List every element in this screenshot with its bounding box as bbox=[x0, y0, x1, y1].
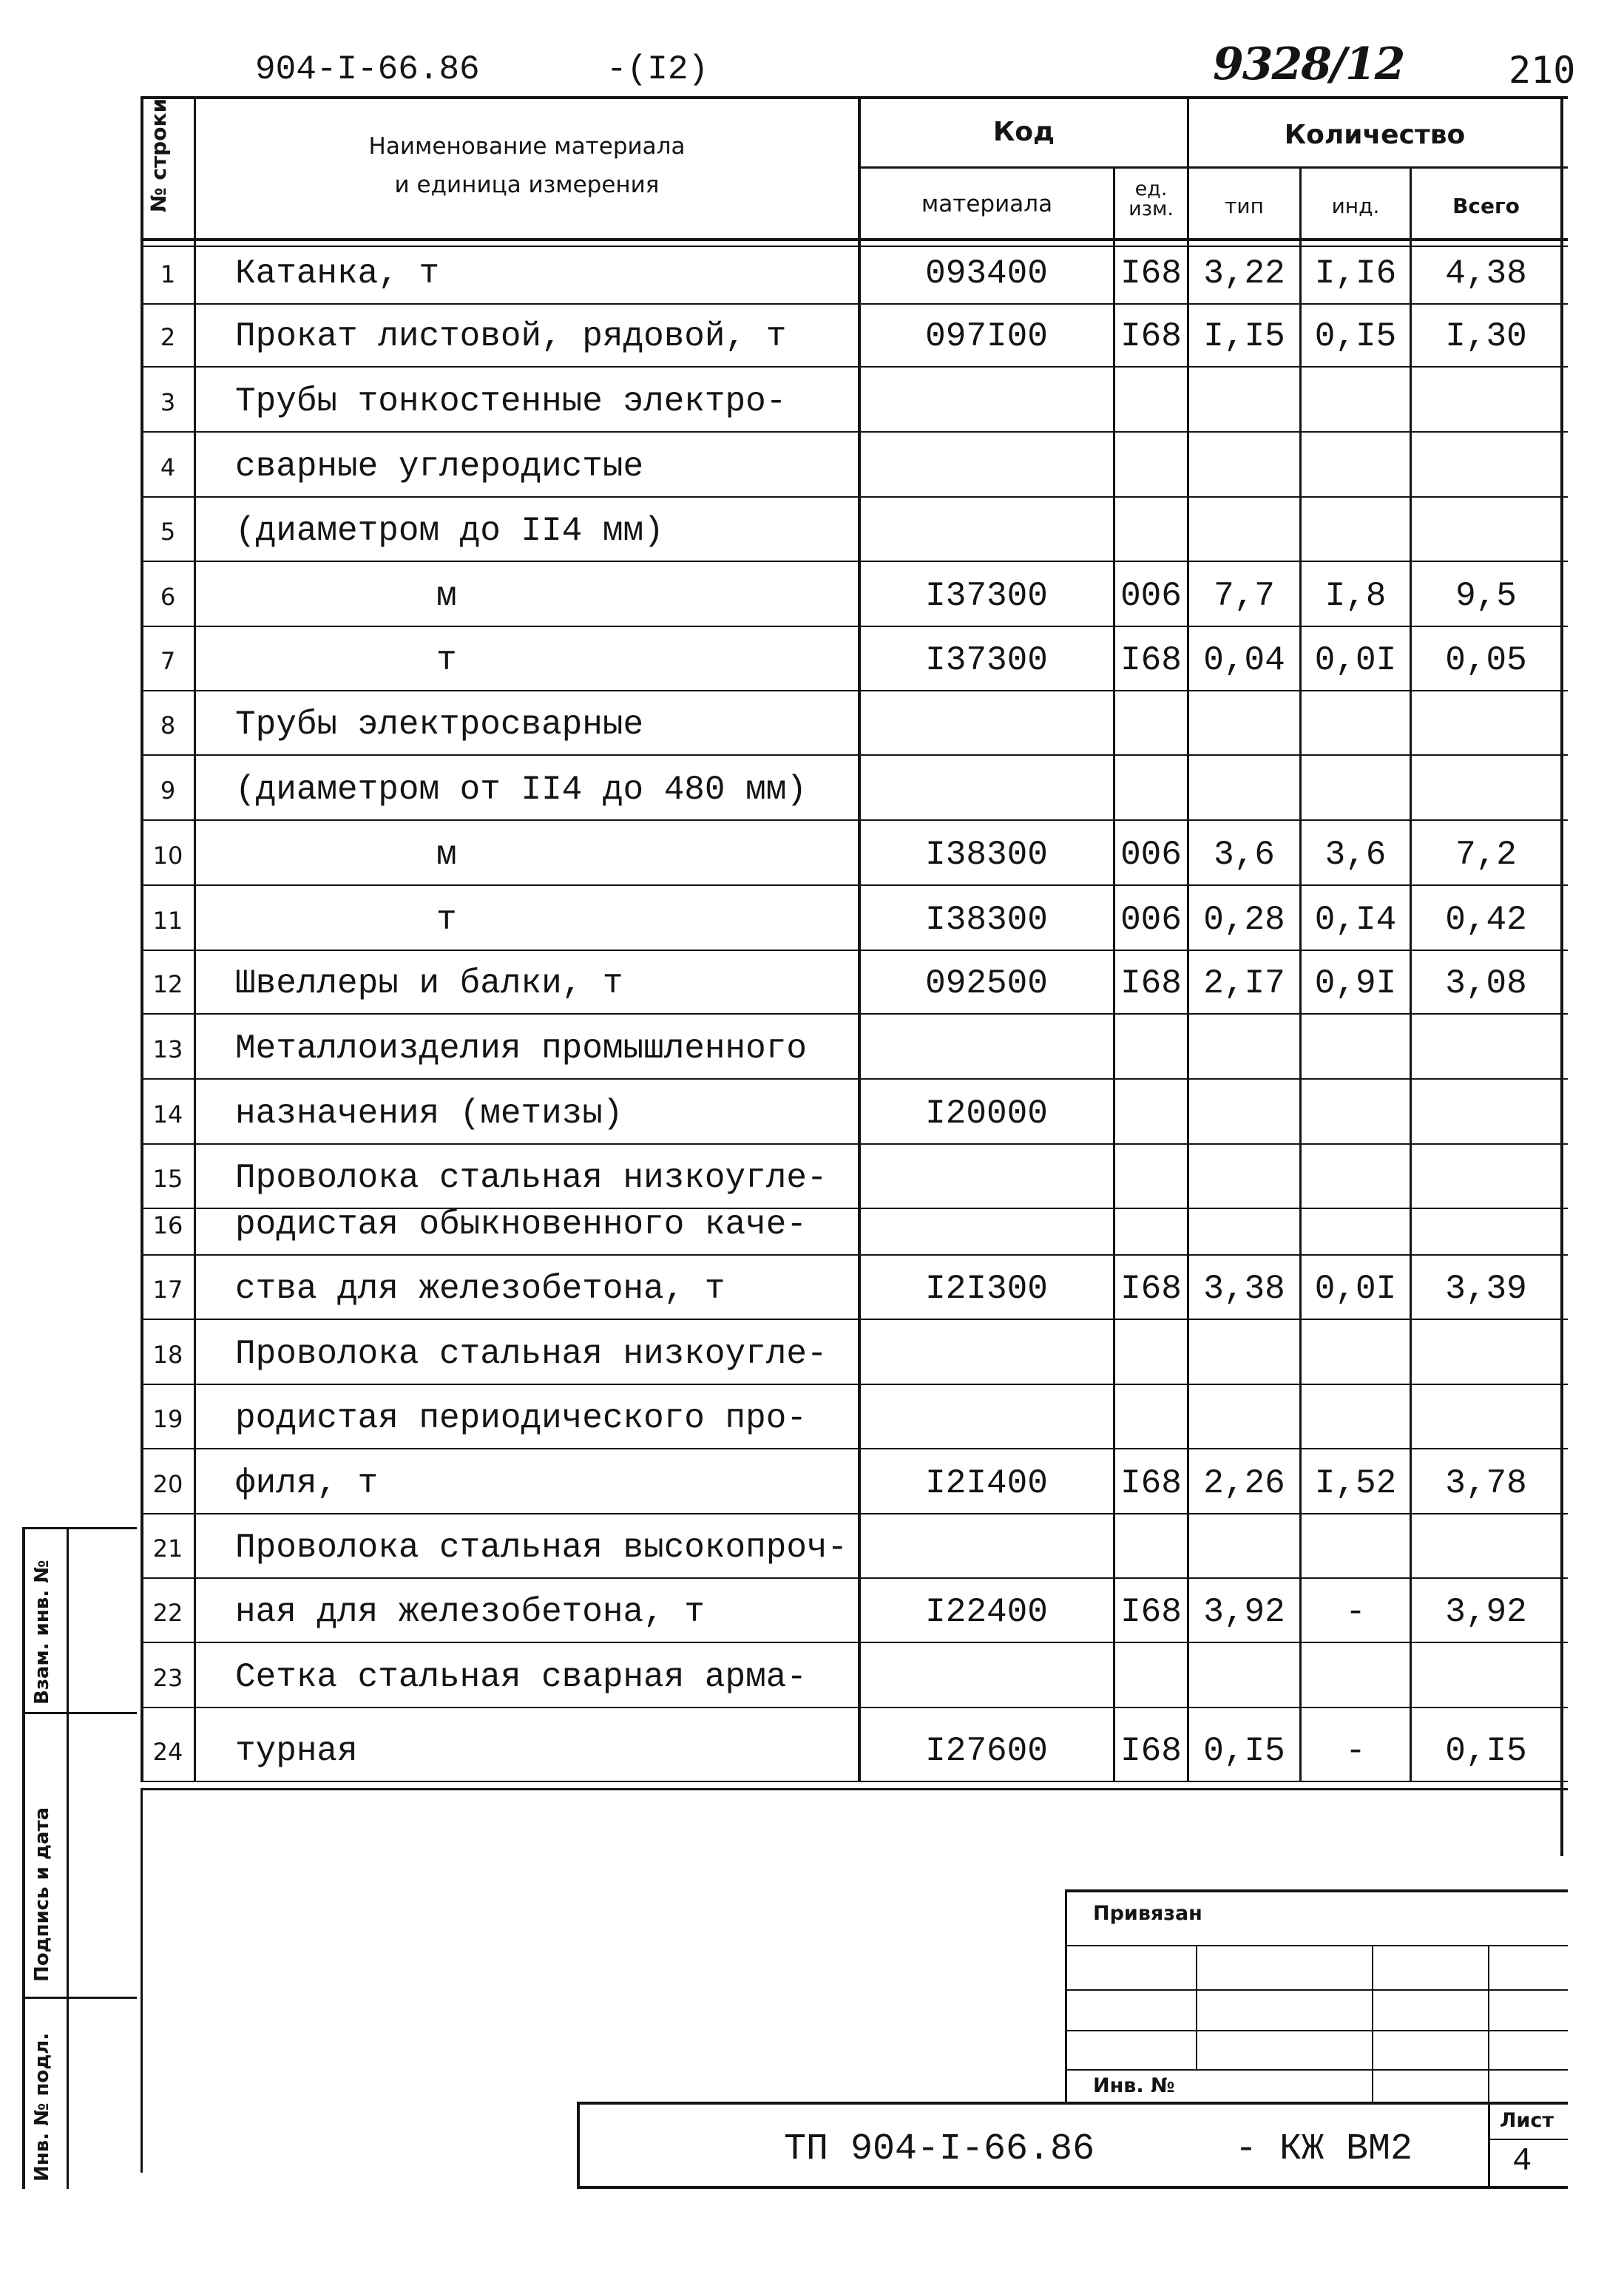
sheet-suffix: -(I2) bbox=[606, 50, 709, 89]
stamp-privyazan: Привязан bbox=[1093, 1902, 1202, 1925]
row-number: 7 bbox=[160, 647, 176, 675]
header-code-material: материала bbox=[921, 191, 1053, 217]
qty-ind: 0,9I bbox=[1314, 964, 1397, 1003]
qty-total: 0,05 bbox=[1445, 641, 1527, 680]
row-number: 24 bbox=[152, 1738, 183, 1766]
row-number: 14 bbox=[152, 1100, 183, 1128]
qty-ind: 0,I4 bbox=[1314, 901, 1397, 939]
material-name: Проволока стальная низкоугле- bbox=[235, 1159, 828, 1197]
title-code: ТП 904-I-66.86 bbox=[784, 2128, 1095, 2170]
material-name: филя, т bbox=[235, 1464, 379, 1503]
qty-type: 0,28 bbox=[1203, 901, 1285, 939]
material-name: Металлоизделия промышленного bbox=[235, 1029, 807, 1068]
row-number: 6 bbox=[160, 583, 176, 611]
material-name: турная bbox=[235, 1732, 358, 1770]
side-label-inv: Инв. № подл. bbox=[31, 2032, 53, 2182]
header-row-number: № строки bbox=[146, 98, 171, 213]
material-code: I20000 bbox=[925, 1094, 1048, 1133]
row-number: 5 bbox=[160, 518, 176, 546]
material-name: м bbox=[436, 836, 457, 874]
material-name: родистая обыкновенного каче- bbox=[235, 1205, 807, 1244]
unit-code: I68 bbox=[1120, 641, 1182, 680]
material-name: Прокат листовой, рядовой, т bbox=[235, 317, 787, 356]
row-number: 22 bbox=[152, 1599, 183, 1627]
qty-type: 3,92 bbox=[1203, 1593, 1285, 1631]
unit-code: I68 bbox=[1120, 1732, 1182, 1770]
row-number: 8 bbox=[160, 711, 176, 739]
material-name: Трубы электросварные bbox=[235, 705, 644, 744]
header-code-unit: ед. изм. bbox=[1129, 177, 1174, 220]
material-code: I2I300 bbox=[925, 1270, 1048, 1308]
handwritten-reference: 9328/12 bbox=[1213, 38, 1404, 90]
row-number: 13 bbox=[152, 1035, 183, 1063]
qty-type: 2,I7 bbox=[1203, 964, 1285, 1003]
qty-type: 0,04 bbox=[1203, 641, 1285, 680]
title-suffix: - КЖ ВМ2 bbox=[1235, 2128, 1413, 2170]
unit-code: I68 bbox=[1120, 254, 1182, 293]
qty-type: 3,6 bbox=[1214, 836, 1275, 874]
qty-type: I,I5 bbox=[1203, 317, 1285, 356]
document-code: 904-I-66.86 bbox=[255, 50, 480, 89]
qty-ind: 0,0I bbox=[1314, 1270, 1397, 1308]
unit-code: 006 bbox=[1120, 836, 1182, 874]
material-name: Катанка, т bbox=[235, 254, 440, 293]
header-code: Код bbox=[992, 117, 1055, 147]
row-number: 16 bbox=[152, 1211, 183, 1239]
material-code: 093400 bbox=[925, 254, 1048, 293]
material-code: 097I00 bbox=[925, 317, 1048, 356]
header-qty-ind: инд. bbox=[1331, 194, 1380, 218]
material-name: Швеллеры и балки, т bbox=[235, 964, 623, 1003]
row-number: 11 bbox=[152, 907, 183, 935]
material-name: (диаметром от II4 до 480 мм) bbox=[235, 771, 807, 809]
material-name: Сетка стальная сварная арма- bbox=[235, 1658, 807, 1696]
qty-total: 3,39 bbox=[1445, 1270, 1527, 1308]
material-code: I27600 bbox=[925, 1732, 1048, 1770]
qty-type: 0,I5 bbox=[1203, 1732, 1285, 1770]
material-code: I38300 bbox=[925, 836, 1048, 874]
row-number: 9 bbox=[160, 776, 176, 805]
qty-ind: I,8 bbox=[1324, 577, 1387, 615]
qty-total: 3,78 bbox=[1445, 1464, 1527, 1503]
sheet-number: 4 bbox=[1512, 2143, 1532, 2180]
qty-total: 7,2 bbox=[1455, 836, 1517, 874]
qty-total: 3,92 bbox=[1445, 1593, 1527, 1631]
qty-type: 3,38 bbox=[1203, 1270, 1285, 1308]
material-name: назначения (метизы) bbox=[235, 1094, 623, 1133]
unit-code: I68 bbox=[1120, 1270, 1182, 1308]
header-name-line1: Наименование материала bbox=[368, 133, 686, 160]
unit-code: I68 bbox=[1120, 317, 1182, 356]
material-name: ная для железобетона, т bbox=[235, 1593, 705, 1631]
unit-code: 006 bbox=[1120, 577, 1182, 615]
qty-total: 3,08 bbox=[1445, 964, 1527, 1003]
material-name: т bbox=[436, 901, 457, 939]
row-number: 1 bbox=[160, 260, 176, 288]
row-number: 17 bbox=[152, 1276, 183, 1304]
side-label-vzam: Взам. инв. № bbox=[31, 1560, 53, 1705]
row-number: 4 bbox=[160, 453, 176, 481]
qty-type: 7,7 bbox=[1214, 577, 1275, 615]
qty-ind: I,I6 bbox=[1314, 254, 1397, 293]
header-quantity: Количество bbox=[1284, 120, 1466, 150]
row-number: 12 bbox=[152, 970, 183, 998]
qty-total: 0,I5 bbox=[1445, 1732, 1527, 1770]
page-number: 210 bbox=[1509, 49, 1576, 92]
material-name: ства для железобетона, т bbox=[235, 1270, 725, 1308]
row-number: 21 bbox=[152, 1534, 183, 1563]
qty-ind: - bbox=[1345, 1593, 1366, 1631]
material-code: 092500 bbox=[925, 964, 1048, 1003]
header-qty-total: Всего bbox=[1452, 194, 1520, 218]
material-name: родистая периодического про- bbox=[235, 1399, 807, 1438]
sheet-label: Лист bbox=[1500, 2109, 1554, 2132]
row-number: 18 bbox=[152, 1341, 183, 1369]
row-number: 20 bbox=[152, 1470, 183, 1498]
row-number: 23 bbox=[152, 1664, 183, 1692]
material-code: I37300 bbox=[925, 577, 1048, 615]
material-code: I38300 bbox=[925, 901, 1048, 939]
row-number: 19 bbox=[152, 1405, 183, 1433]
material-code: I37300 bbox=[925, 641, 1048, 680]
unit-code: I68 bbox=[1120, 1464, 1182, 1503]
header-qty-type: тип bbox=[1225, 194, 1264, 218]
material-name: м bbox=[436, 577, 457, 615]
qty-total: 9,5 bbox=[1455, 577, 1517, 615]
row-number: 15 bbox=[152, 1165, 183, 1193]
material-name: (диаметром до II4 мм) bbox=[235, 512, 664, 550]
material-code: I2I400 bbox=[925, 1464, 1048, 1503]
stamp-inv-no: Инв. № bbox=[1093, 2074, 1175, 2097]
qty-type: 2,26 bbox=[1203, 1464, 1285, 1503]
material-name: Проволока стальная высокопроч- bbox=[235, 1529, 848, 1567]
qty-type: 3,22 bbox=[1203, 254, 1285, 293]
qty-ind: 0,0I bbox=[1314, 641, 1397, 680]
qty-ind: 3,6 bbox=[1324, 836, 1387, 874]
side-label-signature: Подпись и дата bbox=[31, 1807, 53, 1982]
row-number: 3 bbox=[160, 388, 176, 416]
unit-code: I68 bbox=[1120, 964, 1182, 1003]
row-number: 2 bbox=[160, 323, 176, 351]
material-name: т bbox=[436, 641, 457, 680]
qty-total: 4,38 bbox=[1445, 254, 1527, 293]
qty-ind: I,52 bbox=[1314, 1464, 1397, 1503]
row-number: 10 bbox=[152, 842, 183, 870]
header-name-line2: и единица измерения bbox=[394, 172, 660, 198]
material-code: I22400 bbox=[925, 1593, 1048, 1631]
unit-code: I68 bbox=[1120, 1593, 1182, 1631]
material-name: Трубы тонкостенные электро- bbox=[235, 382, 787, 421]
qty-ind: - bbox=[1345, 1732, 1366, 1770]
qty-ind: 0,I5 bbox=[1314, 317, 1397, 356]
material-name: сварные углеродистые bbox=[235, 447, 644, 486]
qty-total: I,30 bbox=[1445, 317, 1527, 356]
unit-code: 006 bbox=[1120, 901, 1182, 939]
qty-total: 0,42 bbox=[1445, 901, 1527, 939]
material-name: Проволока стальная низкоугле- bbox=[235, 1335, 828, 1373]
